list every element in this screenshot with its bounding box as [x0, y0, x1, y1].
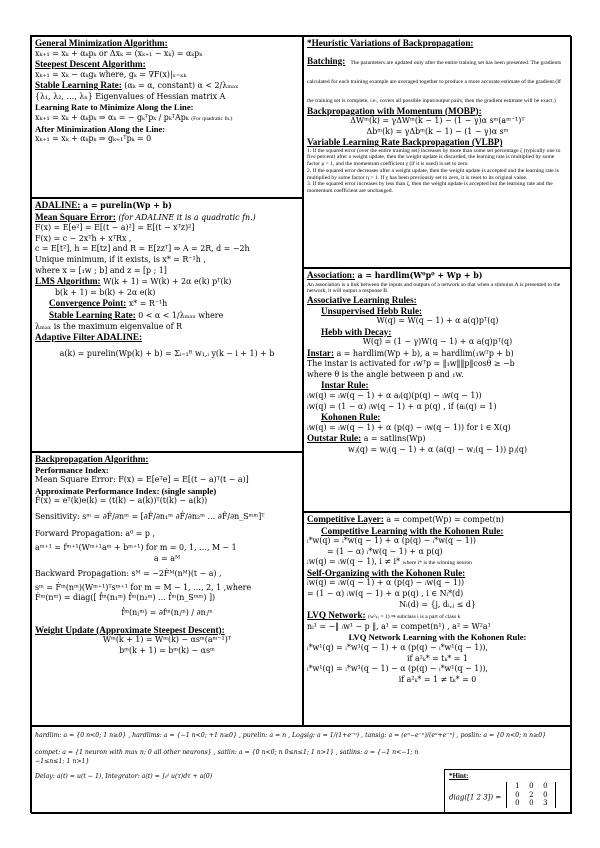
outstar-eq: a = satlins(Wp)	[363, 434, 426, 444]
comp-kohonen-eq-3: ᵢw(q) = ᵢw(q − 1), i ≠ i*	[307, 557, 401, 567]
mse-note: (for ADALINE it is a quadratic fn.)	[118, 212, 256, 222]
assoc-rules-title: Associative Learning Rules:	[307, 295, 417, 305]
unsup-hebb-eq: W(q) = W(q − 1) + α a(q)pᵀ(q)	[376, 316, 499, 325]
lvq-kohonen-eq-1: ᵢ*w¹(q) = ᵢ*w¹(q − 1) + α (p(q) − ᵢ*w¹(q − 1)),	[307, 642, 488, 652]
kohonen-rule-eq: ᵢw(q) = ᵢw(q − 1) + α (p(q) − ᵢw(q − 1)) for i ∈ X(q)	[307, 422, 511, 432]
gmin-eigen: {λ₁, λ₂, …, λₙ} Eigenvalues of Hessian matrix A	[35, 91, 226, 101]
cheat-sheet	[30, 35, 571, 813]
hint-expr: diag([1 2 3]) =	[449, 793, 502, 802]
transfer-row-1: hardlim: a = {0 n<0; 1 n≥0} , hardlims: a = {−1 n<0; +1 n≥0} , purelin: a = n , Logsig: a = 1/(1+e⁻ⁿ) , tansig: a = (eⁿ−e⁻ⁿ)/(eⁿ+e⁻ⁿ) , poslin: a = {0 n<0; n n≥0}	[35, 732, 547, 739]
adaline-stable-lr-title: Stable Learning Rate:	[49, 309, 136, 320]
adaptive-filter-eq: a(k) = purelin(Wp(k) + b) = Σᵢ₌₁ᴿ w₁,ᵢ y(k − i + 1) + b	[59, 348, 275, 358]
mse-eq-2: F(x) = c − 2xᵀh + xᵀRx ,	[35, 233, 132, 243]
instar-rule-eq-1: ᵢw(q) = ᵢw(q − 1) + α aᵢ(q)(p(q) − ᵢw(q − 1))	[307, 390, 482, 400]
perf-index-eq: Mean Square Error: F(x) = E[eᵀe] = E[(t − a)ᵀ(t − a)]	[35, 475, 249, 485]
comp-kohonen-title: Competitive Learning with the Kohonen Rule:	[321, 525, 504, 536]
unsup-hebb-title: Unsupervised Hebb Rule:	[321, 305, 423, 316]
convergence-eq: x* = R⁻¹h	[128, 299, 168, 309]
mse-eq-1: F(x) = E[e²] = E[(t − a)²] = E[(t − xᵀz)²]	[35, 223, 195, 233]
competitive-section	[303, 512, 572, 726]
adaptive-filter-title: Adaptive Filter ADALINE:	[35, 332, 143, 343]
association-desc: An association is a link between the inputs and outputs of a network so that when a stimulus A is presented to the network, it will output a response B.	[307, 281, 561, 295]
outstar-title: Outstar Rule:	[307, 433, 362, 444]
lvq-kohonen-title: LVQ Network Learning with the Kohonen Rule:	[348, 632, 527, 643]
forward-prop-eq-1: Forward Propagation: a⁰ = p ,	[35, 529, 155, 539]
lr-minimize-title: Learning Rate to Minimize Along the Line:	[35, 102, 194, 113]
forward-prop-eq-3: a = aᴹ	[153, 553, 181, 563]
adaline-stable-lr-eq: 0 < α < 1/λₘₐₓ where	[138, 310, 224, 320]
matrix-cell: 1	[515, 782, 520, 790]
gmin-eq-1: xₖ₊₁ = xₖ + αₖpₖ or Δxₖ = (xₖ₊₁ − xₖ) = αₖpₖ	[35, 48, 203, 58]
stable-lr-title: Stable Learning Rate:	[35, 80, 122, 91]
instar-eq: a = hardlim(Wp + b), a = hardlim(₁wᵀp + b)	[336, 348, 514, 358]
approx-perf-title: Approximate Performance Index: (single sample)	[35, 485, 217, 496]
adaline-lambda-note: λₘₐₓ is the maximum eigenvalue of R	[35, 321, 183, 331]
matrix-cell: 0	[543, 782, 548, 790]
heuristic-section	[303, 36, 572, 268]
instar-title: Instar:	[307, 347, 335, 358]
gmin-quad-note: (For quadratic fn.)	[191, 115, 233, 122]
lvq-kohonen-eq-4: if a²ₖ* = 1 ≠ tₖ* = 0	[398, 674, 477, 684]
mobp-eq-2: Δbᵐ(k) = γΔbᵐ(k − 1) − (1 − γ)α sᵐ	[366, 126, 509, 136]
gmin-eq-5: xₖ₊₁ = xₖ + αₖpₖ ⇒ αₖ = − gₖᵀpₖ / pₖᵀApₖ	[35, 112, 189, 122]
backward-prop-eq-2: sᵐ = Ḟᵐ(nᵐ)(Wᵐ⁺¹)ᵀsᵐ⁺¹ for m = M − 1, …, 2, 1 ,where	[35, 582, 252, 592]
competitive-title: Competitive Layer:	[307, 514, 384, 524]
backprop-section	[31, 452, 303, 726]
weight-update-title: Weight Update (Approximate Steepest Descent):	[35, 624, 225, 635]
backprop-title: Backpropagation Algorithm:	[35, 454, 149, 464]
transfer-row-3: Delay: a(t) = u(t − 1), Integrator: a(t) = ∫₀ᵗ u(τ)dτ + a(0)	[35, 773, 213, 780]
vlbp-title: Variable Learning Rate Backpropagation (VLBP)	[307, 137, 503, 148]
lms-title: LMS Algorithm:	[35, 276, 101, 287]
kohonen-rule-title: Kohonen Rule:	[321, 412, 381, 423]
matrix-cell: 0	[515, 799, 520, 808]
comp-kohonen-eq-1: ᵢ*w(q) = ᵢ*w(q − 1) + α (p(q) − ᵢ*w(q − 1))	[307, 536, 476, 546]
gmin-eq-2: xₖ₊₁ = xₖ − αₖgₖ where, gₖ = ∇F(x)|ₓ₌ₓₖ	[35, 69, 187, 79]
matrix-cell: 3	[543, 799, 548, 808]
instar-rule-eq-2: ᵢw(q) = (1 − α) ᵢw(q − 1) + α p(q) , if (aᵢ(q) = 1)	[307, 401, 497, 411]
adaline-section	[31, 198, 303, 452]
self-organizing-title: Self-Organizing with the Kohonen Rule:	[307, 567, 466, 578]
lvq-note: (w²ₖᵢ = 1) ⇒ subclass i is a part of class k	[368, 614, 461, 621]
vlbp-rule-3: 3. If the squared error increases by less than ζ, then the weight update is accepted but the learning rate and the momentum coefficient are unchanged.	[307, 181, 553, 194]
instar-rule-title: Instar Rule:	[321, 380, 369, 391]
self-organizing-eq-1: ᵢw(q) = ᵢw(q − 1) + α (p(q) − ᵢw(q − 1))	[307, 578, 465, 588]
sensitivity-eq: Sensitivity: sᵐ = ∂F̂/∂nᵐ = [∂F̂/∂n₁ᵐ ∂F̂/∂n₂ᵐ … ∂F̂/∂n_Sᵐᵐ]ᵀ	[35, 511, 265, 521]
adaline-title: ADALINE:	[35, 200, 81, 210]
after-minimization-title: After Minimization Along the Line:	[35, 123, 166, 134]
transfer-functions-section	[31, 726, 572, 814]
lms-eq-2: b(k + 1) = b(k) + 2α e(k)	[55, 287, 156, 297]
vlbp-rule-2: 2. If the squared error decreases after a weight update, then the weight update is accepted and the learning rate is multiplied by some factor η > 1. If γ has been previously set to zero, it is reset to its original value.	[307, 167, 559, 181]
mse-eq-3: c = E[t²], h = E[tz] and R = E[zzᵀ] ⇒ A = 2R, d = −2h	[35, 244, 250, 254]
hebb-decay-title: Hebb with Decay:	[321, 326, 392, 337]
matrix-cell: 0	[529, 799, 534, 808]
backward-prop-eq-4: ḟᵐ(nⱼᵐ) = ∂fᵐ(nⱼᵐ) / ∂nⱼᵐ	[121, 608, 213, 618]
matrix-cell: 0	[515, 790, 520, 799]
steepest-descent-title: Steepest Descent Algorithm:	[35, 59, 146, 70]
association-section	[303, 268, 572, 512]
self-organizing-eq-2: = (1 − α) ᵢw(q − 1) + α p(q) , i ∈ Nᵢ*(d)	[307, 588, 464, 598]
matrix-cell: 0	[543, 790, 548, 799]
lms-eq-1: W(k + 1) = W(k) + 2α e(k) pᵀ(k)	[103, 277, 232, 287]
hebb-decay-eq: W(q) = (1 − γ)W(q − 1) + α a(q)pᵀ(q)	[362, 337, 513, 347]
convergence-title: Convergence Point:	[49, 298, 127, 309]
gmin-eq-6: xₖ₊₁ = xₖ + αₖpₖ ⇒ gₖ₊₁ᵀpₖ = 0	[35, 134, 152, 144]
weight-update-eq-2: bᵐ(k + 1) = bᵐ(k) − αsᵐ	[119, 645, 215, 655]
heuristic-title: *Heuristic Variations of Backpropagation:	[307, 38, 474, 48]
hint-box	[444, 769, 571, 813]
instar-activation: The instar is activated for ₁wᵀp = ‖₁w‖‖p‖cosθ ≥ −b	[307, 359, 515, 369]
general-minimization-section	[31, 36, 303, 198]
mse-eq-5: where x = [₁w ; b] and z = [p ; 1]	[35, 265, 167, 275]
approx-perf-eq: F̂(x) = eᵀ(k)e(k) = (t(k) − a(k))ᵀ(t(k) − a(k))	[35, 496, 208, 506]
association-title: Association:	[307, 270, 355, 280]
winning-neuron-note: where i* is the winning neuron	[402, 560, 472, 567]
adaline-eq: a = purelin(Wp + b)	[82, 201, 172, 210]
lvq-kohonen-eq-2: if a²ₖ* = tₖ* = 1	[407, 653, 468, 663]
diag-matrix	[506, 782, 556, 808]
hint-title: *Hint:	[449, 772, 469, 780]
perf-index-title: Performance Index:	[35, 464, 109, 475]
vlbp-rule-1: 1. If the squared error (over the entire training set) increases by more than some set percentage ζ (typically one to five percent) after a weight update, then the weight update is discarded, the learning rate is multiplied by some factor ρ < 1, and the momentum coefficient γ (if it is used) is set to zero.	[307, 147, 561, 168]
lvq-eq: nᵢ¹ = −‖ ᵢw¹ − p ‖, a¹ = compet(n¹) , a² = W²a¹	[307, 621, 491, 631]
comp-kohonen-eq-2: = (1 − α) ᵢ*w(q − 1) + α p(q)	[327, 546, 443, 556]
gmin-eq-3: (αₖ = α, constant) α < 2/λₘₐₓ	[124, 81, 239, 91]
mse-title: Mean Square Error:	[35, 211, 116, 222]
mobp-eq-1: ΔWᵐ(k) = γΔWᵐ(k − 1) − (1 − γ)α sᵐ(aᵐ⁻¹)ᵀ	[350, 116, 525, 125]
association-eq: a = hardlim(W⁰p⁰ + Wp + b)	[357, 271, 483, 280]
gmin-title: General Minimization Algorithm:	[35, 38, 168, 48]
instar-where: where θ is the angle between p and ₁w.	[307, 369, 464, 379]
batching-text: The parameters are updated only after the entire training set has been presented. The gradients calculated for each training example are averaged together to produce a more accurate estimate of the gradient.(If the training set is complete, i.e., covers all possible input/output pairs, then the gradient estimate will be exact.)	[307, 59, 562, 104]
self-organizing-eq-3: Nᵢ(d) = {j, dᵢ,ⱼ ≤ d}	[399, 599, 476, 609]
mobp-title: Backpropagation with Momentum (MOBP):	[307, 105, 482, 116]
weight-update-eq-1: Wᵐ(k + 1) = Wᵐ(k) − αsᵐ(aᵐ⁻¹)ᵀ	[102, 635, 232, 645]
lvq-kohonen-eq-3: ᵢ*w¹(q) = ᵢ*w¹(q − 1) − α (p(q) − ᵢ*w¹(q − 1)),	[307, 664, 488, 674]
batching-title: Batching:	[307, 55, 346, 66]
competitive-eq: a = compet(Wp) = compet(n)	[386, 515, 504, 524]
backward-prop-eq-3: Ḟᵐ(nᵐ) = diag([ ḟᵐ(n₁ᵐ) ḟᵐ(n₂ᵐ) … ḟᵐ(n_Sᵐᵐ) ])	[35, 593, 216, 603]
backward-prop-eq-1: Backward Propagation: sᴹ = −2Ḟᴹ(nᴹ)(t − a) ,	[35, 569, 222, 579]
forward-prop-eq-2: aᵐ⁺¹ = fᵐ⁺¹(Wᵐ⁺¹aᵐ + bᵐ⁺¹) for m = 0, 1, …, M − 1	[35, 543, 237, 553]
outstar-rule-eq: wⱼ(q) = wⱼ(q − 1) + α (a(q) − wⱼ(q − 1)) pⱼ(q)	[347, 444, 528, 454]
mse-eq-4: Unique minimum, if it exists, is x* = R⁻¹h ,	[35, 254, 206, 264]
matrix-cell: 0	[529, 782, 534, 790]
matrix-cell: 2	[529, 790, 534, 799]
transfer-row-2: compet: a = {1 neuron with max n; 0 all other neurons} , satlin: a = {0 n<0; n 0≤n≤1; 1 n>1} , satlins: a = {−1 n<−1; n −1≤n≤1; 1 n>1}	[35, 749, 419, 765]
lvq-title: LVQ Network:	[307, 610, 366, 621]
